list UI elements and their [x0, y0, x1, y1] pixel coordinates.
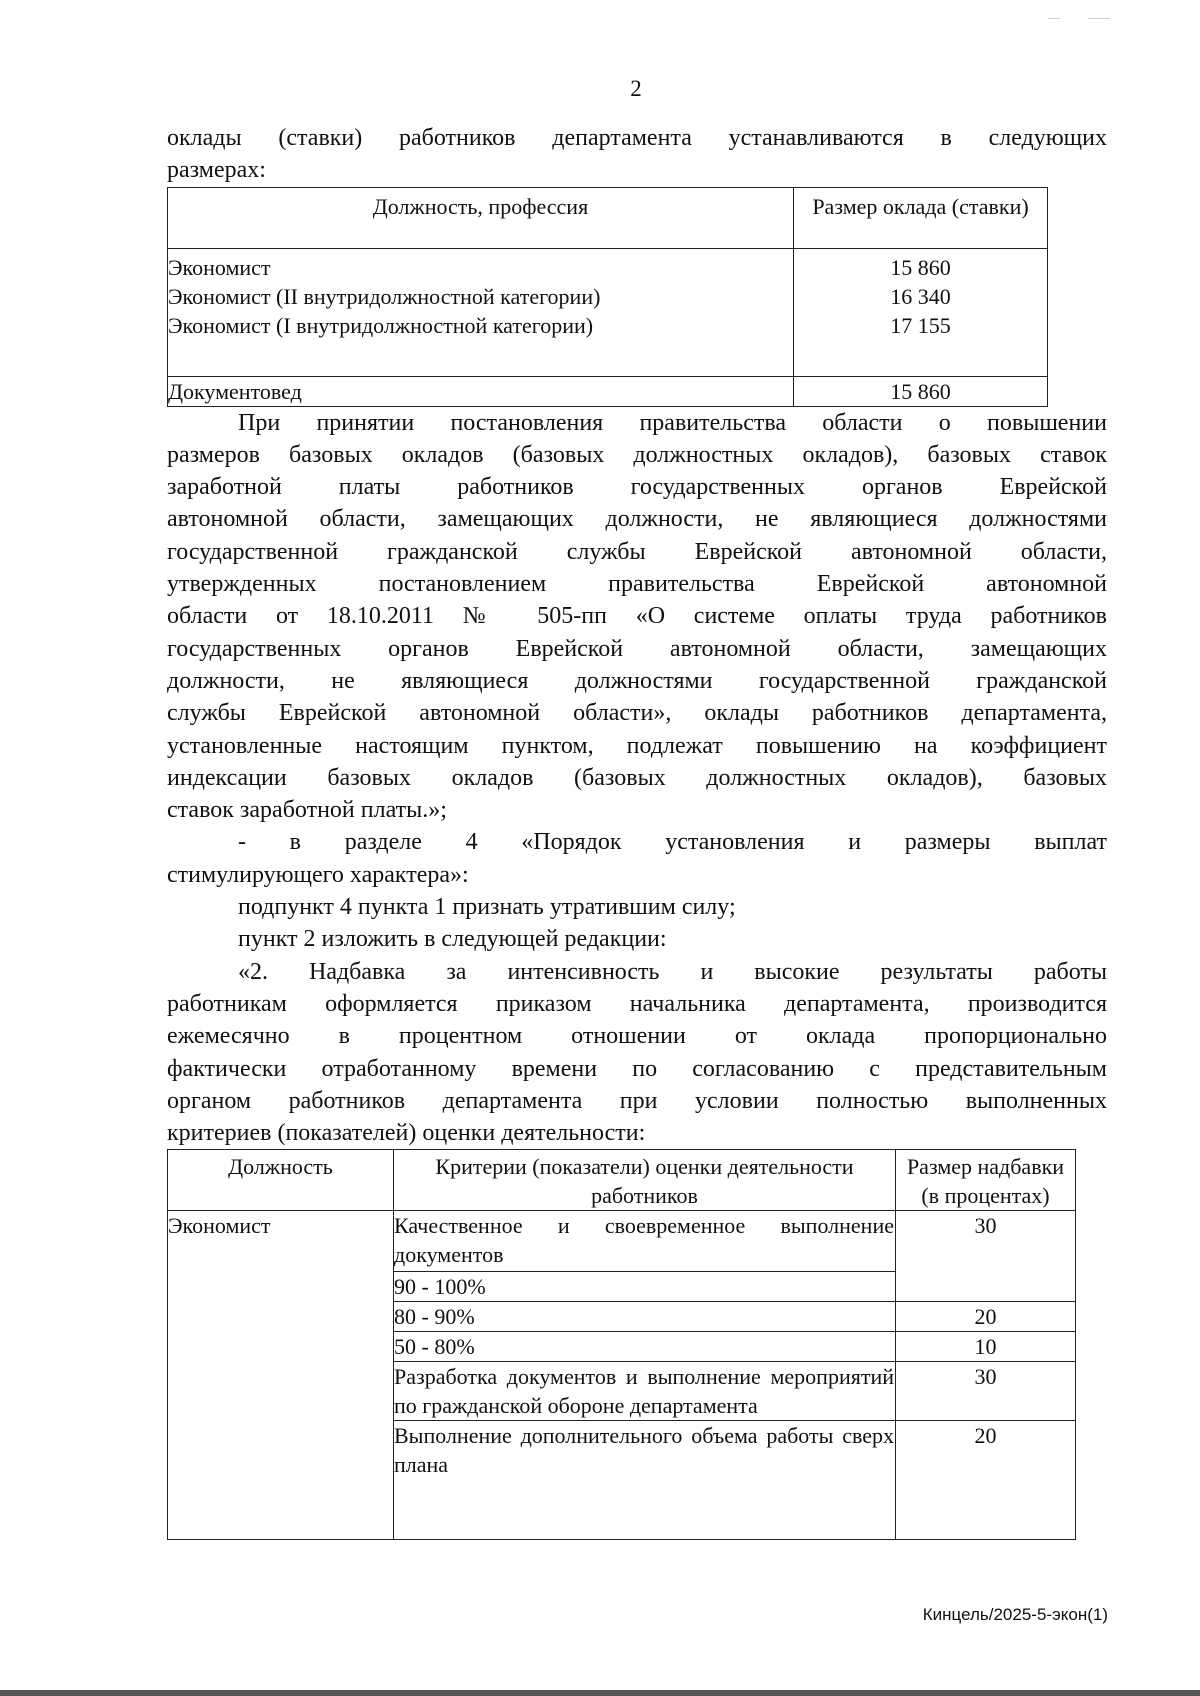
salary-value: 15 860 — [890, 254, 951, 280]
criterion-cell: Разработка документов и выполнение мероприятий по гражданской обороне департамента — [394, 1362, 896, 1421]
document-code: Кинцель/2025-5-экон(1) — [922, 1605, 1108, 1624]
page-number: 2 — [630, 76, 642, 101]
text-line: области от 18.10.2011 № 505-пп «О системе оплаты труда работников — [167, 603, 1107, 630]
percent-cell: 30 — [896, 1362, 1076, 1421]
criteria-table-header — [168, 1150, 1076, 1211]
paragraph-allowance — [167, 956, 1107, 1150]
text-line: органом работников департамента при условии полностью выполненных — [167, 1087, 1107, 1114]
subpoint-void: подпункт 4 пункта 1 признать утратившим силу; — [238, 894, 736, 921]
salary-value: 17 155 — [890, 312, 951, 338]
point2-intro: пункт 2 изложить в следующей редакции: — [238, 926, 667, 953]
table-row-economists — [168, 248, 1048, 376]
table-row — [168, 1211, 1076, 1272]
salary-table-header — [168, 187, 1048, 248]
paragraph-indexation — [167, 407, 1107, 827]
text-line: ставок заработной платы.»; — [167, 797, 447, 824]
intro-line: размерах: — [167, 157, 266, 184]
criterion-cell: Выполнение дополнительного объема работы сверх плана — [394, 1421, 896, 1540]
text-line: заработной платы работников государственных органов Еврейской — [167, 474, 1107, 501]
salary-table — [167, 187, 1048, 407]
document-body — [167, 122, 1107, 1540]
text-line: службы Еврейской автономной области», оклады работников департамента, — [167, 700, 1107, 727]
text-line: автономной области, замещающих должности, не являющиеся должностями — [167, 506, 1107, 533]
text-line: утвержденных постановлением правительства Еврейской автономной — [167, 571, 1107, 598]
column-header-position: Должность — [168, 1150, 394, 1211]
scan-bottom-edge — [0, 1690, 1200, 1696]
text-line: должности, не являющиеся должностями государственной гражданской — [167, 667, 1107, 694]
text-line: При принятии постановления правительства области о повышении — [238, 409, 1107, 436]
text-line: фактически отработанному времени по согласованию с представительным — [167, 1055, 1107, 1082]
percent-cell: 10 — [896, 1332, 1076, 1362]
text-line: индексации базовых окладов (базовых должностных окладов), базовых — [167, 764, 1107, 791]
salary-value: 16 340 — [890, 283, 951, 309]
text-line: «2. Надбавка за интенсивность и высокие результаты работы — [238, 958, 1107, 985]
text-line: критериев (показателей) оценки деятельности: — [167, 1120, 646, 1147]
criterion-cell: 50 - 80% — [394, 1332, 896, 1362]
position-cell — [168, 248, 794, 376]
text-line: государственной гражданской службы Еврейской автономной области, — [167, 538, 1107, 565]
table-row-documentalist — [168, 376, 1048, 406]
salary-value: 15 860 — [794, 376, 1048, 406]
text-line: государственных органов Еврейской автономной области, замещающих — [167, 635, 1107, 662]
percent-cell: 30 — [896, 1211, 1076, 1302]
position-name: Экономист (I внутридолжностной категории) — [168, 312, 594, 338]
section4-line: стимулирующего характера»: — [167, 861, 469, 888]
column-header-criteria: Критерии (показатели) оценки деятельности работников — [394, 1150, 896, 1211]
text-line: размеров базовых окладов (базовых должностных окладов), базовых ставок — [167, 441, 1107, 468]
salary-cell — [794, 248, 1048, 376]
column-header-percent: Размер надбавки (в процентах) — [896, 1150, 1076, 1211]
criterion-cell: 80 - 90% — [394, 1302, 896, 1332]
position-cell: Экономист — [168, 1211, 394, 1540]
section4-line: - в разделе 4 «Порядок установления и размеры выплат — [238, 829, 1107, 856]
intro-line: оклады (ставки) работников департамента устанавливаются в следующих — [167, 125, 1107, 151]
position-name: Документовед — [168, 376, 794, 406]
criterion-cell: Качественное и своевременное выполнение документов — [394, 1211, 896, 1272]
text-line: ежемесячно в процентном отношении от оклада пропорционально — [167, 1023, 1107, 1050]
percent-cell: 20 — [896, 1421, 1076, 1540]
percent-cell: 20 — [896, 1302, 1076, 1332]
criteria-table — [167, 1149, 1076, 1540]
column-header-position: Должность, профессия — [168, 187, 794, 248]
scan-artifact-marks — [1030, 18, 1140, 22]
position-name: Экономист — [168, 254, 271, 280]
text-line: установленные настоящим пунктом, подлежат повышению на коэффициент — [167, 732, 1107, 759]
column-header-salary: Размер оклада (ставки) — [794, 187, 1048, 248]
text-line: работникам оформляется приказом начальника департамента, производится — [167, 990, 1107, 1017]
position-name: Экономист (II внутридолжностной категории) — [168, 283, 601, 309]
criterion-cell: 90 - 100% — [394, 1272, 896, 1302]
